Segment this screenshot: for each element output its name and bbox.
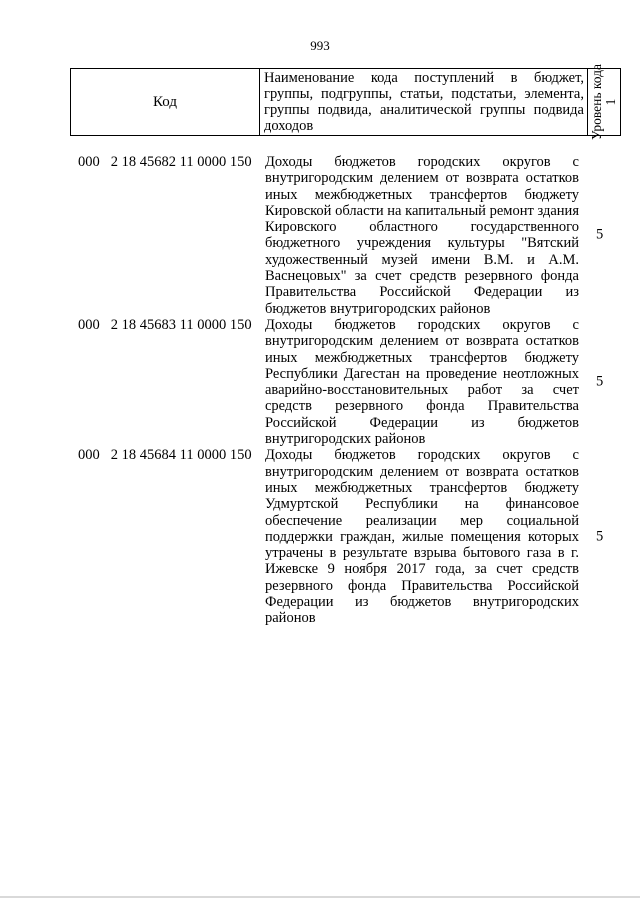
entry-code	[78, 154, 252, 170]
entry-description: Доходы бюджетов городских округов с внутригородским делением от возврата остатков иных межбюджетных трансфертов бюджету Удмуртской Республики на финансовое обеспечение реализации мер социальной поддержки граждан, жилые помещения которых утрачены в результате взрыва бытового газа в г. Ижевске 9 ноября 2017 года, за счет средств резервного фонда Правительства Российской Федерации из бюджетов внутригородских районов	[265, 447, 579, 627]
table-header	[70, 63, 621, 141]
income-code: 2 18 45683 11 0000 150	[110, 316, 252, 333]
list-item	[0, 154, 640, 317]
header-level-text: Уровень кода	[589, 63, 604, 141]
page-number: 993	[310, 38, 330, 53]
header-level-cell	[588, 63, 621, 141]
income-code: 2 18 45682 11 0000 150	[110, 154, 252, 170]
header-level-footnote: 1	[603, 98, 618, 106]
entry-level: 5	[596, 226, 604, 243]
list-item	[0, 317, 640, 447]
header-name-cell: Наименование кода поступлений в бюджет, группы, подгруппы, статьи, подстатьи, элемента, группы подвида, аналитической группы подвида доходов	[260, 69, 588, 136]
header-code-cell: Код	[71, 69, 260, 136]
admin-code: 000	[78, 316, 100, 333]
entry-description: Доходы бюджетов городских округов с внутригородским делением от возврата остатков иных межбюджетных трансфертов бюджету Кировской области на капитальный ремонт здания Кировского областного государственного бюджетного учреждения культуры "Вятский художественный музей имени В.М. и А.М. Васнецовых" за счет средств резервного фонда Правительства Российской Федерации из бюджетов внутригородских районов	[265, 154, 579, 317]
entry-level: 5	[596, 373, 604, 390]
header-level-label	[590, 64, 618, 140]
entry-code	[78, 317, 252, 333]
entries-list	[0, 154, 640, 627]
admin-code: 000	[78, 154, 100, 170]
admin-code: 000	[78, 447, 100, 464]
list-item	[0, 447, 640, 626]
entry-code	[78, 447, 252, 463]
entry-description: Доходы бюджетов городских округов с внутригородским делением от возврата остатков иных межбюджетных трансфертов бюджету Республики Дагестан на проведение неотложных аварийно-восстановительных работ за счет средств резервного фонда Правительства Российской Федерации из бюджетов внутригородских районов	[265, 316, 579, 448]
income-code: 2 18 45684 11 0000 150	[110, 447, 252, 464]
scan-edge-line	[0, 896, 640, 898]
entry-level: 5	[596, 528, 604, 545]
